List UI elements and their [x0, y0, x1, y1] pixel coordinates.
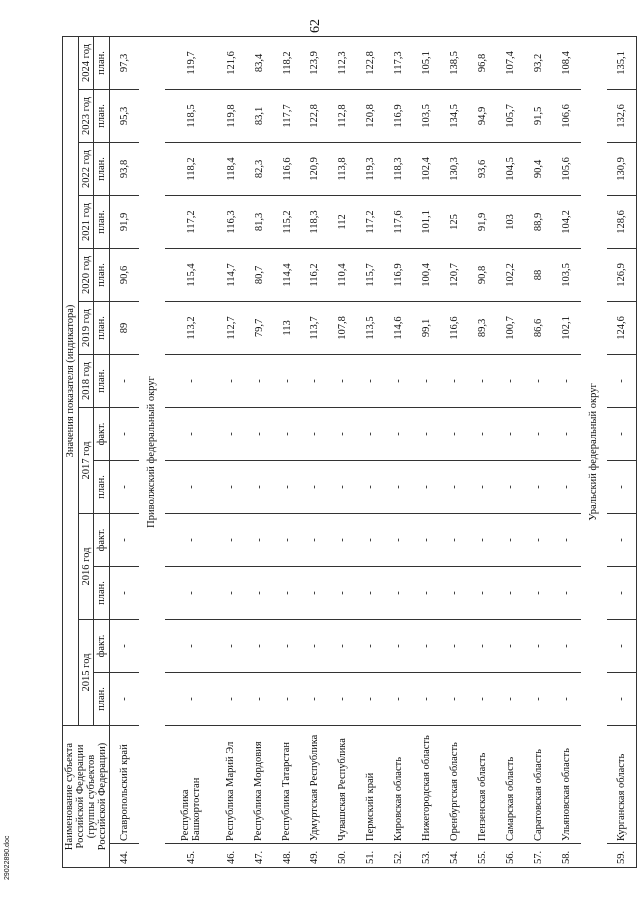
value-cell: 122,8 — [357, 36, 385, 89]
year-header: 2015 год — [78, 619, 94, 725]
value-cell: - — [385, 566, 413, 619]
plan-header: план. — [94, 142, 110, 195]
value-cell: 119,8 — [217, 89, 245, 142]
value-cell: 114,4 — [273, 248, 301, 301]
value-cell: 94,9 — [469, 89, 497, 142]
value-cell: - — [413, 513, 441, 566]
value-cell: - — [217, 566, 245, 619]
value-cell: - — [165, 513, 217, 566]
value-cell: 132,6 — [607, 89, 636, 142]
plan-header: план. — [94, 36, 110, 89]
table-row — [165, 36, 217, 867]
value-cell: - — [413, 619, 441, 672]
region-name: Республика Марий Эл — [217, 725, 245, 843]
value-cell: - — [607, 354, 636, 407]
value-cell: - — [357, 513, 385, 566]
value-cell: - — [385, 513, 413, 566]
value-cell: - — [607, 407, 636, 460]
value-cell: - — [441, 354, 469, 407]
indicator-table — [62, 36, 637, 868]
value-cell: 118,3 — [301, 195, 329, 248]
row-index: 54. — [441, 844, 469, 868]
value-cell: 112 — [329, 195, 357, 248]
value-cell: - — [217, 460, 245, 513]
value-cell: - — [110, 460, 139, 513]
value-cell: 117,3 — [385, 36, 413, 89]
value-cell: 124,6 — [607, 301, 636, 354]
value-cell: - — [165, 407, 217, 460]
value-cell: - — [525, 513, 553, 566]
region-name: Пермский край — [357, 725, 385, 843]
value-cell: 118,5 — [165, 89, 217, 142]
table-row — [357, 36, 385, 867]
value-cell: 105,7 — [497, 89, 525, 142]
region-name: Самарская область — [497, 725, 525, 843]
value-cell: - — [525, 566, 553, 619]
value-cell: - — [525, 354, 553, 407]
region-name: Ставропольский край — [110, 725, 139, 843]
table-row — [553, 36, 581, 867]
value-cell: 83,1 — [245, 89, 273, 142]
table-row — [245, 36, 273, 867]
value-cell: - — [385, 407, 413, 460]
value-cell: - — [553, 460, 581, 513]
value-cell: - — [413, 407, 441, 460]
value-cell: - — [441, 619, 469, 672]
value-cell: - — [217, 354, 245, 407]
value-cell: - — [497, 619, 525, 672]
value-cell: 115,4 — [165, 248, 217, 301]
value-cell: 96,8 — [469, 36, 497, 89]
plan-header: план. — [94, 248, 110, 301]
value-cell: 128,6 — [607, 195, 636, 248]
region-name: Оренбургская область — [441, 725, 469, 843]
value-cell: 112,3 — [329, 36, 357, 89]
region-name: Республика Башкортостан — [165, 725, 217, 843]
row-index: 58. — [553, 844, 581, 868]
value-cell: - — [385, 460, 413, 513]
region-name: Республика Татарстан — [273, 725, 301, 843]
value-cell: - — [329, 513, 357, 566]
value-cell: - — [273, 354, 301, 407]
value-cell: - — [469, 407, 497, 460]
value-cell: 118,4 — [217, 142, 245, 195]
value-cell: - — [301, 354, 329, 407]
value-cell: - — [273, 407, 301, 460]
fact-header: факт. — [94, 619, 110, 672]
value-cell: 115,2 — [273, 195, 301, 248]
plan-header: план. — [94, 354, 110, 407]
value-cell: 93,2 — [525, 36, 553, 89]
value-cell: - — [217, 619, 245, 672]
value-cell: 97,3 — [110, 36, 139, 89]
value-cell: 95,3 — [110, 89, 139, 142]
value-cell: 83,4 — [245, 36, 273, 89]
value-cell: 106,6 — [553, 89, 581, 142]
value-cell: 119,3 — [357, 142, 385, 195]
year-header: 2024 год — [78, 36, 94, 89]
value-cell: 138,5 — [441, 36, 469, 89]
year-header: 2020 год — [78, 248, 94, 301]
value-cell: 119,7 — [165, 36, 217, 89]
value-cell: 113,7 — [301, 301, 329, 354]
row-index: 46. — [217, 844, 245, 868]
value-cell: 102,1 — [553, 301, 581, 354]
value-cell: - — [273, 513, 301, 566]
value-cell: - — [357, 407, 385, 460]
value-cell: - — [301, 407, 329, 460]
plan-header: план. — [94, 672, 110, 725]
row-index: 59. — [607, 844, 636, 868]
table-row — [329, 36, 357, 867]
value-cell: - — [245, 407, 273, 460]
value-cell: - — [469, 354, 497, 407]
value-cell: - — [245, 566, 273, 619]
value-cell: 100,4 — [413, 248, 441, 301]
value-cell: - — [553, 566, 581, 619]
value-cell: - — [525, 619, 553, 672]
value-cell: 100,7 — [497, 301, 525, 354]
value-cell: - — [607, 460, 636, 513]
value-cell: 90,6 — [110, 248, 139, 301]
value-cell: - — [553, 354, 581, 407]
section-title: Приволжский федеральный округ — [139, 36, 166, 867]
value-cell: - — [301, 672, 329, 725]
value-cell: - — [497, 566, 525, 619]
value-cell: - — [301, 619, 329, 672]
section-title: Уральский федеральный округ — [581, 36, 608, 867]
fact-header: факт. — [94, 513, 110, 566]
value-cell: 110,4 — [329, 248, 357, 301]
value-cell: 116,2 — [301, 248, 329, 301]
value-cell: - — [329, 566, 357, 619]
value-cell: - — [385, 672, 413, 725]
value-cell: 90,8 — [469, 248, 497, 301]
row-index: 56. — [497, 844, 525, 868]
year-header: 2023 год — [78, 89, 94, 142]
value-cell: 91,9 — [469, 195, 497, 248]
value-cell: 102,4 — [413, 142, 441, 195]
row-index: 52. — [385, 844, 413, 868]
value-cell: - — [497, 672, 525, 725]
value-cell: 118,3 — [385, 142, 413, 195]
value-cell: - — [413, 354, 441, 407]
value-cell: - — [525, 672, 553, 725]
value-cell: 86,6 — [525, 301, 553, 354]
values-title: Значения показателя (индикатора) — [63, 36, 79, 725]
value-cell: - — [469, 619, 497, 672]
value-cell: 114,6 — [385, 301, 413, 354]
value-cell: 81,3 — [245, 195, 273, 248]
value-cell: 113,5 — [357, 301, 385, 354]
value-cell: - — [385, 354, 413, 407]
row-index: 55. — [469, 844, 497, 868]
value-cell: - — [165, 619, 217, 672]
table-row — [385, 36, 413, 867]
value-cell: - — [357, 460, 385, 513]
value-cell: - — [413, 672, 441, 725]
value-cell: 114,7 — [217, 248, 245, 301]
value-cell: 126,9 — [607, 248, 636, 301]
value-cell: 130,9 — [607, 142, 636, 195]
value-cell: - — [497, 460, 525, 513]
table-row — [441, 36, 469, 867]
fact-header: факт. — [94, 407, 110, 460]
footer-filename: 29022890.doc — [4, 835, 11, 880]
value-cell: 125 — [441, 195, 469, 248]
value-cell: 117,6 — [385, 195, 413, 248]
value-cell: 120,9 — [301, 142, 329, 195]
name-column-header: Наименование субъекта Российской Федерации (группы субъектов Российской Федерации) — [63, 725, 110, 867]
row-index: 50. — [329, 844, 357, 868]
value-cell: 116,6 — [273, 142, 301, 195]
value-cell: - — [245, 460, 273, 513]
value-cell: - — [273, 566, 301, 619]
year-header: 2021 год — [78, 195, 94, 248]
value-cell: - — [357, 566, 385, 619]
value-cell: - — [357, 354, 385, 407]
row-index: 45. — [165, 844, 217, 868]
value-cell: 113 — [273, 301, 301, 354]
plan-header: план. — [94, 301, 110, 354]
region-name: Кировская область — [385, 725, 413, 843]
row-index: 47. — [245, 844, 273, 868]
table-row — [497, 36, 525, 867]
plan-header: план. — [94, 460, 110, 513]
row-index: 48. — [273, 844, 301, 868]
value-cell: 89,3 — [469, 301, 497, 354]
table-row — [469, 36, 497, 867]
value-cell: 113,8 — [329, 142, 357, 195]
row-index: 44. — [110, 844, 139, 868]
value-cell: - — [469, 460, 497, 513]
value-cell: - — [357, 672, 385, 725]
value-cell: - — [553, 672, 581, 725]
value-cell: - — [245, 513, 273, 566]
value-cell: 103 — [497, 195, 525, 248]
page-number: 62 — [308, 19, 323, 33]
value-cell: - — [329, 672, 357, 725]
value-cell: - — [110, 354, 139, 407]
table-row — [110, 36, 139, 867]
region-name: Саратовская область — [525, 725, 553, 843]
value-cell: 91,9 — [110, 195, 139, 248]
value-cell: - — [553, 513, 581, 566]
value-cell: - — [217, 407, 245, 460]
rotated-table-container — [62, 36, 632, 868]
row-index: 53. — [413, 844, 441, 868]
value-cell: - — [165, 354, 217, 407]
region-name: Чувашская Республика — [329, 725, 357, 843]
value-cell: 123,9 — [301, 36, 329, 89]
value-cell: 105,6 — [553, 142, 581, 195]
value-cell: - — [469, 513, 497, 566]
value-cell: - — [110, 566, 139, 619]
value-cell: - — [413, 460, 441, 513]
value-cell: 120,7 — [441, 248, 469, 301]
value-cell: - — [273, 672, 301, 725]
section-row — [139, 36, 166, 867]
value-cell: 102,2 — [497, 248, 525, 301]
value-cell: - — [607, 566, 636, 619]
value-cell: - — [413, 566, 441, 619]
value-cell: - — [553, 619, 581, 672]
year-header: 2019 год — [78, 301, 94, 354]
value-cell: 112,7 — [217, 301, 245, 354]
value-cell: 108,4 — [553, 36, 581, 89]
value-cell: - — [607, 672, 636, 725]
value-cell: 79,7 — [245, 301, 273, 354]
region-name: Курганская область — [607, 725, 636, 843]
plan-header: план. — [94, 195, 110, 248]
row-index: 51. — [357, 844, 385, 868]
value-cell: 104,5 — [497, 142, 525, 195]
value-cell: 115,7 — [357, 248, 385, 301]
value-cell: - — [441, 672, 469, 725]
value-cell: 116,6 — [441, 301, 469, 354]
value-cell: - — [607, 619, 636, 672]
value-cell: 130,3 — [441, 142, 469, 195]
value-cell: - — [497, 513, 525, 566]
value-cell: 91,5 — [525, 89, 553, 142]
value-cell: 121,6 — [217, 36, 245, 89]
value-cell: - — [165, 566, 217, 619]
value-cell: - — [385, 619, 413, 672]
value-cell: 118,2 — [273, 36, 301, 89]
value-cell: 103,5 — [553, 248, 581, 301]
value-cell: 120,8 — [357, 89, 385, 142]
value-cell: 82,3 — [245, 142, 273, 195]
value-cell: - — [245, 354, 273, 407]
value-cell: - — [525, 407, 553, 460]
value-cell: 118,2 — [165, 142, 217, 195]
value-cell: - — [217, 513, 245, 566]
table-row — [525, 36, 553, 867]
region-name: Пензенская область — [469, 725, 497, 843]
value-cell: 116,9 — [385, 248, 413, 301]
value-cell: - — [273, 619, 301, 672]
value-cell: - — [245, 672, 273, 725]
value-cell: 107,4 — [497, 36, 525, 89]
value-cell: - — [469, 566, 497, 619]
value-cell: 117,2 — [165, 195, 217, 248]
value-cell: 112,8 — [329, 89, 357, 142]
table-body — [110, 36, 637, 867]
value-cell: - — [525, 460, 553, 513]
value-cell: 89 — [110, 301, 139, 354]
row-index: 49. — [301, 844, 329, 868]
year-header: 2018 год — [78, 354, 94, 407]
table-row — [607, 36, 636, 867]
value-cell: 103,5 — [413, 89, 441, 142]
value-cell: 117,2 — [357, 195, 385, 248]
value-cell: 93,6 — [469, 142, 497, 195]
region-name: Нижегородская область — [413, 725, 441, 843]
year-header: 2022 год — [78, 142, 94, 195]
value-cell: - — [497, 407, 525, 460]
value-cell: - — [245, 619, 273, 672]
value-cell: 107,8 — [329, 301, 357, 354]
value-cell: - — [110, 513, 139, 566]
value-cell: - — [110, 407, 139, 460]
value-cell: - — [497, 354, 525, 407]
value-cell: - — [441, 513, 469, 566]
value-cell: - — [301, 513, 329, 566]
plan-header: план. — [94, 89, 110, 142]
value-cell: 113,2 — [165, 301, 217, 354]
value-cell: - — [441, 460, 469, 513]
value-cell: - — [553, 407, 581, 460]
value-cell: 116,3 — [217, 195, 245, 248]
value-cell: 88,9 — [525, 195, 553, 248]
value-cell: - — [441, 407, 469, 460]
value-cell: - — [469, 672, 497, 725]
value-cell: 88 — [525, 248, 553, 301]
table-row — [273, 36, 301, 867]
value-cell: 99,1 — [413, 301, 441, 354]
value-cell: - — [607, 513, 636, 566]
value-cell: - — [329, 407, 357, 460]
value-cell: - — [273, 460, 301, 513]
region-name: Удмуртская Республика — [301, 725, 329, 843]
value-cell: - — [165, 460, 217, 513]
value-cell: 134,5 — [441, 89, 469, 142]
table-row — [413, 36, 441, 867]
row-index: 57. — [525, 844, 553, 868]
table-row — [301, 36, 329, 867]
table-row — [217, 36, 245, 867]
value-cell: 93,8 — [110, 142, 139, 195]
value-cell: 105,1 — [413, 36, 441, 89]
value-cell: - — [329, 619, 357, 672]
value-cell: - — [357, 619, 385, 672]
value-cell: 80,7 — [245, 248, 273, 301]
section-row — [581, 36, 608, 867]
value-cell: 122,8 — [301, 89, 329, 142]
value-cell: 101,1 — [413, 195, 441, 248]
region-name: Ульяновская область — [553, 725, 581, 843]
value-cell: - — [217, 672, 245, 725]
value-cell: 116,9 — [385, 89, 413, 142]
year-header: 2016 год — [78, 513, 94, 619]
region-name: Республика Мордовия — [245, 725, 273, 843]
value-cell: 90,4 — [525, 142, 553, 195]
value-cell: 104,2 — [553, 195, 581, 248]
value-cell: - — [165, 672, 217, 725]
value-cell: 135,1 — [607, 36, 636, 89]
value-cell: - — [329, 354, 357, 407]
year-header: 2017 год — [78, 407, 94, 513]
value-cell: - — [441, 566, 469, 619]
value-cell: 117,7 — [273, 89, 301, 142]
value-cell: - — [110, 672, 139, 725]
value-cell: - — [329, 460, 357, 513]
value-cell: - — [301, 460, 329, 513]
value-cell: - — [110, 619, 139, 672]
value-cell: - — [301, 566, 329, 619]
plan-header: план. — [94, 566, 110, 619]
